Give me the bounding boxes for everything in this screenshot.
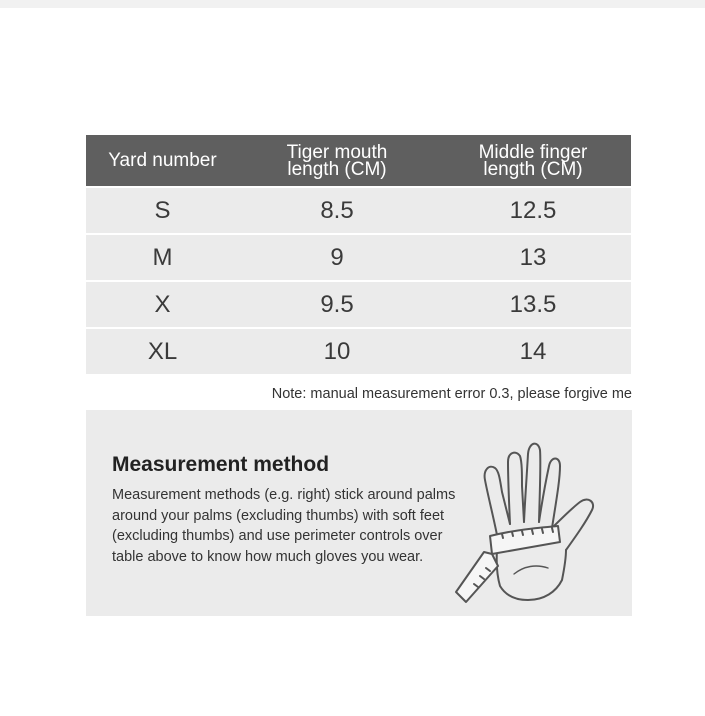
middle-finger-cell: 14	[435, 328, 631, 374]
method-description: Measurement methods (e.g. right) stick around palms around your palms (excluding thumbs) with soft feet (excluding thumbs) and use perimeter controls over table above to know how much gloves you wear.	[112, 487, 456, 565]
middle-finger-cell: 12.5	[435, 187, 631, 234]
tiger-mouth-cell: 9	[239, 234, 435, 281]
table-row	[86, 234, 631, 281]
tiger-mouth-cell: 9.5	[239, 281, 435, 328]
size-cell: X	[86, 281, 239, 328]
hand-measuring-tape-icon	[454, 424, 618, 604]
measurement-note: Note: manual measurement error 0.3, please forgive me	[271, 386, 632, 402]
tiger-mouth-cell: 10	[239, 328, 435, 374]
size-cell: S	[86, 187, 239, 234]
top-strip	[0, 0, 705, 8]
tiger-mouth-cell: 8.5	[239, 187, 435, 234]
middle-finger-cell: 13	[435, 234, 631, 281]
table-row	[86, 328, 631, 374]
size-cell: XL	[86, 328, 239, 374]
header-middle-finger: Middle finger length (CM)	[435, 135, 631, 187]
header-yard-number: Yard number	[86, 135, 239, 187]
table-header-row	[86, 135, 631, 187]
middle-finger-cell: 13.5	[435, 281, 631, 328]
size-chart-table	[86, 135, 631, 374]
size-cell: M	[86, 234, 239, 281]
header-tiger-mouth: Tiger mouth length (CM)	[239, 135, 435, 187]
measurement-method-panel	[86, 410, 632, 616]
table-row	[86, 187, 631, 234]
method-title: Measurement method	[112, 453, 330, 476]
table-row	[86, 281, 631, 328]
